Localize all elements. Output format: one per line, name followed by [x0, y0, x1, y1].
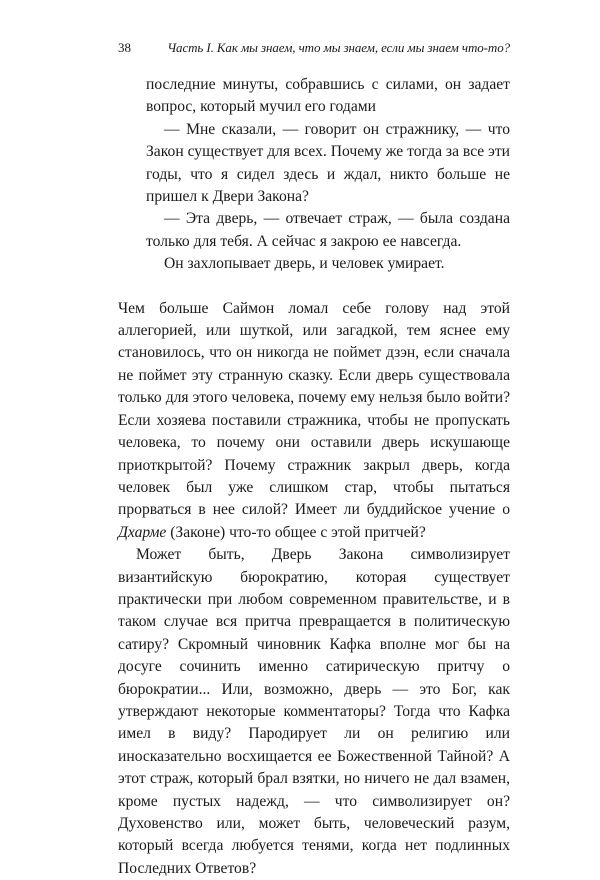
emphasized-term: Дхарме — [118, 523, 167, 541]
dialogue-paragraph: — Эта дверь, — отвечает страж, — была создана только для тебя. А сейчас я закрою ее навсегда. — [146, 210, 510, 250]
body-text — [118, 74, 510, 880]
dialogue-paragraph: последние минуты, собравшись с силами, он задает вопрос, который мучил его годами — [146, 76, 510, 116]
dialogue-paragraph: Он захлопывает дверь, и человек умирает. — [164, 255, 445, 273]
paragraph-text: Чем больше Саймон ломал себе голову над этой аллегорией, или шуткой, или загадкой, тем яснее ему становилось, что он никогда не поймет дзэн, если сначала не поймет эту странную сказку. Если дверь существовала только для этого человека, почему ему нельзя было войти? Если хозяева поставили стражника, чтобы не пропускать человека, то почему они оставили дверь искушающе приоткрытой? Почему стражник закрыл дверь, когда человек был уже слишком стар, чтобы пытаться прорваться в нее силой? Имеет ли буддийское учение о — [118, 299, 510, 519]
body-paragraph: Может быть, Дверь Закона символизирует византийскую бюрократию, которая существует практически при любом современном правительстве, и в таком случае вся притча превращается в политическую сатиру? Скромный чиновник Кафка вполне мог бы на досуге сочинить именно сатирическую притчу о бюрократии... Или, возможно, дверь — это Бог, как утверждают некоторые комментаторы? Тогда что Кафка имел в виду? Пародирует ли он религию или иносказательно восхищается ее Божественной Тайной? А этот страж, который брал взятки, но ничего не дал взамен, кроме пустых надежд, — что символизирует он? Духовенство или, может быть, человеческий разум, который всегда любуется тенями, когда нет подлинных Последних Ответов? — [118, 546, 510, 877]
paragraph-text: (Законе) что-то общее с этой притчей? — [170, 523, 426, 541]
body-paragraph — [118, 298, 510, 544]
page-number: 38 — [118, 40, 131, 55]
chapter-title: Часть I. Как мы знаем, что мы знаем, если мы знаем что-то? — [167, 40, 510, 55]
running-header — [118, 40, 510, 56]
dialogue-paragraph: — Мне сказали, — говорит он стражнику, — что Закон существует для всех. Почему же тогда за все эти годы, что я сидел здесь и ждал, никто больше не пришел к Двери Закона? — [146, 120, 510, 206]
section-break — [118, 276, 510, 298]
